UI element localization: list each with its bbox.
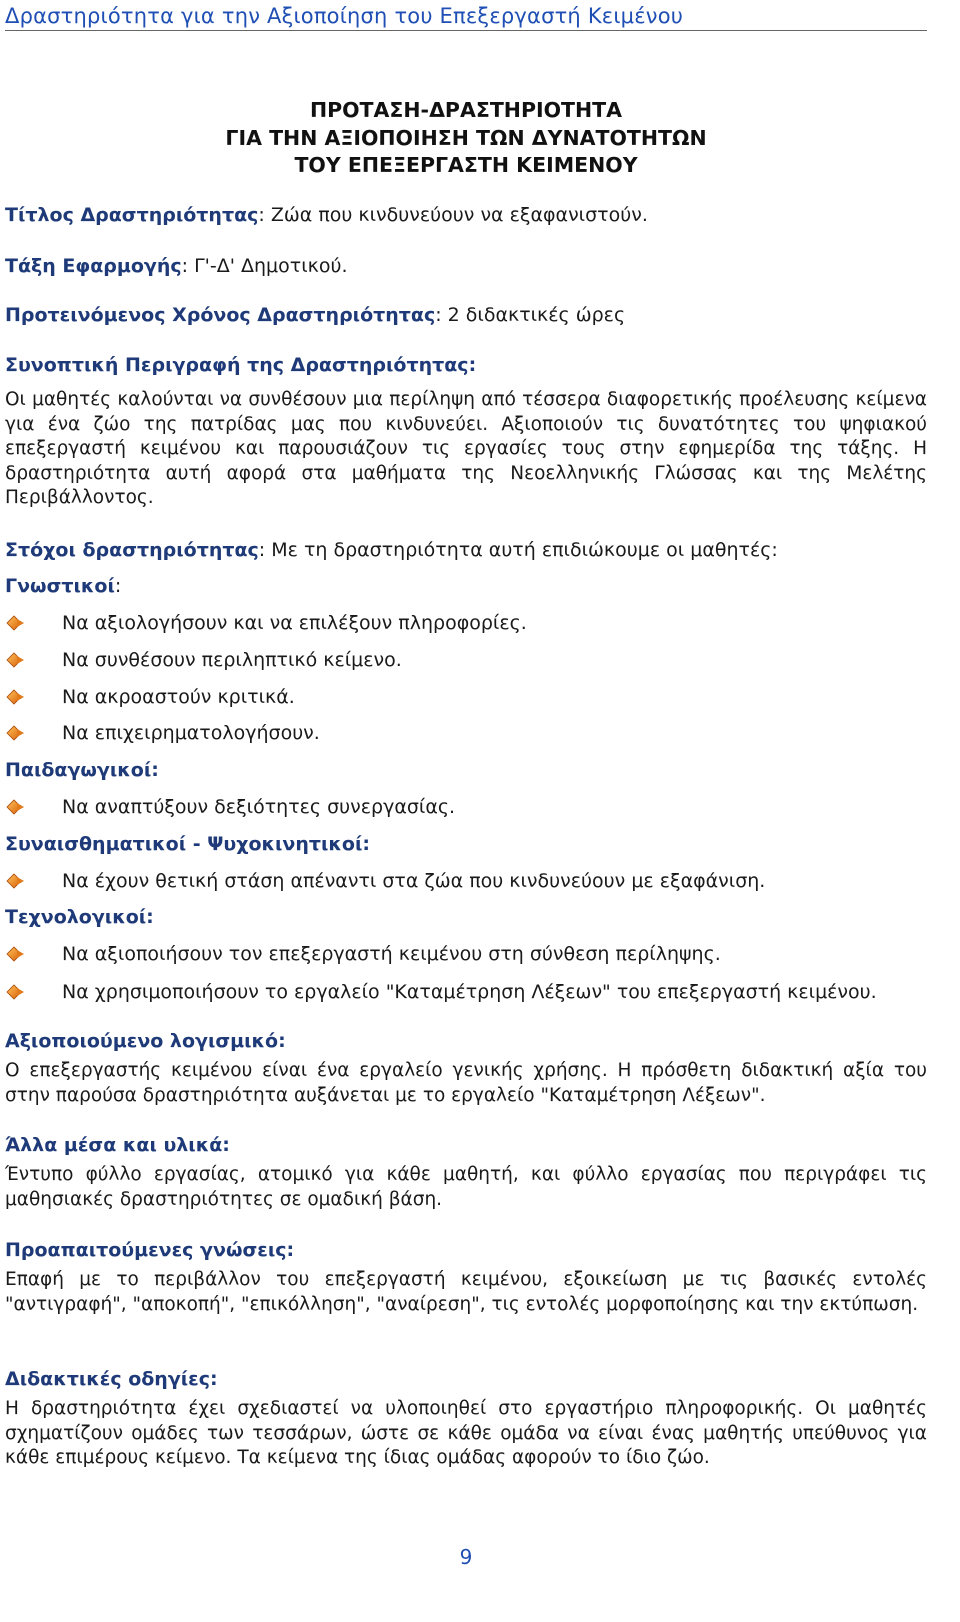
page-number: 9 [459,1545,473,1569]
orange-diamond-bullet-icon [5,688,27,706]
main-title-line-1: ΠΡΟΤΑΣΗ-ΔΡΑΣΤΗΡΙΟΤΗΤΑ [309,98,623,122]
prerequisites-text: Επαφή με το περιβάλλον του επεξεργαστή κειμένου, εξοικείωση με τις βασικές εντολές "αντιγραφή", "αποκοπή", "επικόλληση", "αναίρεση", τις εντολές μορφοποίησης και την εκτύπωση. [5,1269,927,1315]
orange-diamond-bullet-icon [5,651,27,669]
grade-label: Τάξη Εφαρμογής [5,255,182,277]
prerequisites-heading: Προαπαιτούμενες γνώσεις: [5,1239,295,1261]
list-item-text: Να χρησιμοποιήσουν το εργαλείο "Καταμέτρηση Λέξεων" του επεξεργαστή κειμένου. [62,981,877,1003]
goals-row [5,538,927,562]
list-item-text: Να έχουν θετική στάση απέναντι στα ζώα που κινδυνεύουν με εξαφάνιση. [62,870,766,892]
emotional-heading: Συναισθηματικοί - Ψυχοκινητικοί: [5,833,370,855]
software-text: Ο επεξεργαστής κειμένου είναι ένα εργαλείο γενικής χρήσης. Η πρόσθετη διδακτική αξία του στην παρούσα δραστηριότητα αυξάνεται με το εργαλείο "Καταμέτρηση Λέξεων". [5,1060,927,1106]
document-page [5,0,927,1622]
cognitive-heading-row [5,574,927,598]
duration-row [5,303,927,327]
orange-diamond-bullet-icon [5,872,27,890]
instructions-text: Η δραστηριότητα έχει σχεδιαστεί να υλοποιηθεί στο εργαστήριο πληροφορικής. Οι μαθητές σχηματίζουν ομάδες των τεσσάρων, ώστε σε κάθε ομάδα να είναι ένας μαθητής υπεύθυνος για κάθε επιμέρους κείμενο. Τα κείμενα της ίδιας ομάδας αφορούν το ίδιο ζώο. [5,1398,927,1468]
list-item-text: Να αξιοποιήσουν τον επεξεργαστή κειμένου στη σύνθεση περίληψης. [62,943,721,965]
summary-text: Οι μαθητές καλούνται να συνθέσουν μια περίληψη από τέσσερα διαφορετικής προέλευσης κείμενα για ένα ζώο της πατρίδας μας που κινδυνεύει. Αξιοποιούν τις δυνατότητες του ψηφιακού επεξεργαστή κειμένου και παρουσιάζουν τις εργασίες τους στην εφημερίδα της τάξης. Η δραστηριότητα αυτή αφορά στα μαθήματα της Νεοελληνικής Γλώσσας και της Μελέτης Περιβάλλοντος. [5,389,927,508]
technological-heading: Τεχνολογικοί: [5,906,154,928]
list-item-text: Να συνθέσουν περιληπτικό κείμενο. [62,649,402,671]
orange-diamond-bullet-icon [5,614,27,632]
goals-value: : Με τη δραστηριότητα αυτή επιδιώκουμε οι μαθητές: [258,539,778,561]
grade-value: : Γ'-Δ' Δημοτικού. [181,255,348,277]
software-heading: Αξιοποιούμενο λογισμικό: [5,1030,286,1052]
pedagogical-heading: Παιδαγωγικοί: [5,759,159,781]
page-header: Δραστηριότητα για την Αξιοποίηση του Επεξεργαστή Κειμένου [5,4,927,31]
list-item-text: Να ακροαστούν κριτικά. [62,686,295,708]
materials-heading: Άλλα μέσα και υλικά: [5,1134,230,1156]
duration-value: : 2 διδακτικές ώρες [435,304,626,326]
cognitive-colon: : [114,575,122,597]
activity-title-label: Τίτλος Δραστηριότητας [5,204,259,226]
activity-title-value: : Ζώα που κινδυνεύουν να εξαφανιστούν. [258,204,648,226]
main-title-line-2: ΓΙΑ ΤΗΝ ΑΞΙΟΠΟΙΗΣΗ ΤΩΝ ΔΥΝΑΤΟΤΗΤΩΝ [225,125,707,150]
list-item-text: Να επιχειρηματολογήσουν. [62,722,320,744]
goals-label: Στόχοι δραστηριότητας [5,539,259,561]
orange-diamond-bullet-icon [5,945,27,963]
list-item-text: Να αναπτύξουν δεξιότητες συνεργασίας. [62,796,456,818]
activity-title-row [5,203,927,227]
instructions-heading: Διδακτικές οδηγίες: [5,1368,218,1390]
duration-label: Προτεινόμενος Χρόνος Δραστηριότητας [5,304,436,326]
list-item-text: Να αξιολογήσουν και να επιλέξουν πληροφορίες. [62,612,527,634]
orange-diamond-bullet-icon [5,983,27,1001]
main-title [5,97,927,180]
grade-row [5,254,927,278]
cognitive-heading: Γνωστικοί [5,575,115,597]
main-title-line-3: ΤΟΥ ΕΠΕΞΕΡΓΑΣΤΗ ΚΕΙΜΕΝΟΥ [294,153,638,177]
materials-text: Έντυπο φύλλο εργασίας, ατομικό για κάθε μαθητή, και φύλλο εργασίας που περιγράφει τις μαθησιακές δραστηριότητες σε ομαδική βάση. [5,1164,927,1210]
summary-heading: Συνοπτική Περιγραφή της Δραστηριότητας: [5,354,477,376]
orange-diamond-bullet-icon [5,724,27,742]
orange-diamond-bullet-icon [5,798,27,816]
